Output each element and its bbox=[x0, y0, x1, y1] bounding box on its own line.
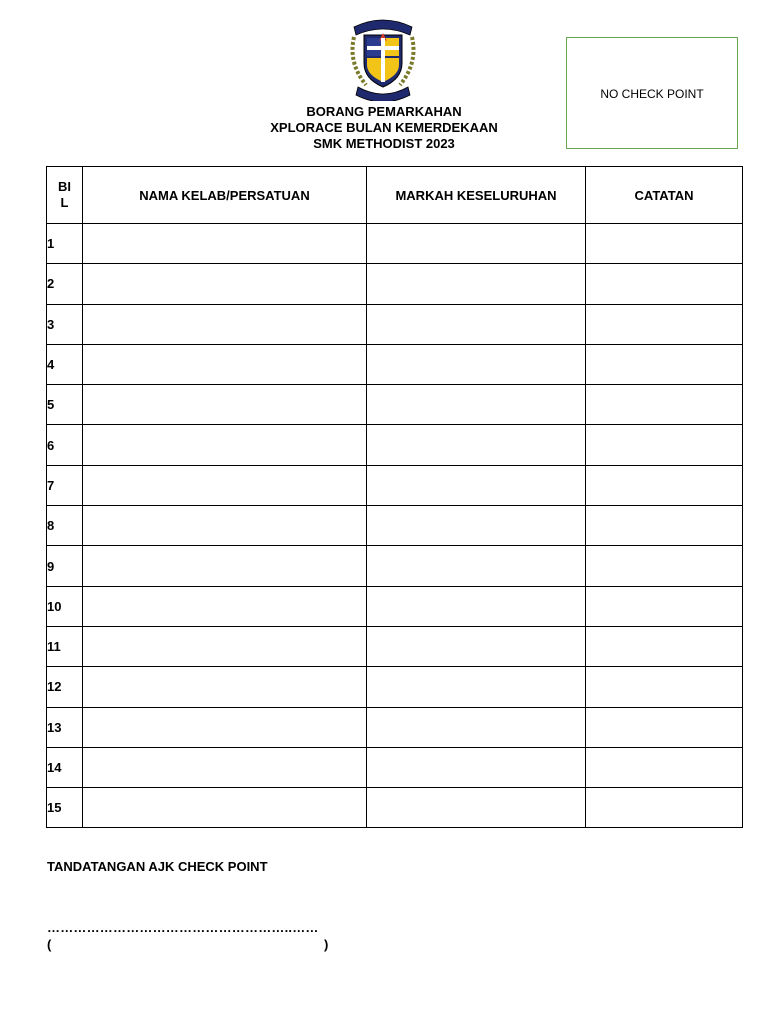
school-crest-logo bbox=[348, 15, 418, 101]
row-number: 9 bbox=[47, 546, 83, 586]
score-table bbox=[46, 166, 743, 828]
markah-cell[interactable] bbox=[367, 465, 586, 505]
table-row bbox=[47, 425, 743, 465]
header-bil bbox=[47, 167, 83, 224]
table-row bbox=[47, 707, 743, 747]
row-number: 4 bbox=[47, 344, 83, 384]
table-row bbox=[47, 385, 743, 425]
table-row bbox=[47, 304, 743, 344]
catatan-cell[interactable] bbox=[586, 586, 743, 626]
nama-cell[interactable] bbox=[83, 626, 367, 666]
table-header-row bbox=[47, 167, 743, 224]
name-open-paren: ( bbox=[47, 937, 52, 952]
row-number: 8 bbox=[47, 506, 83, 546]
markah-cell[interactable] bbox=[367, 747, 586, 787]
row-number: 15 bbox=[47, 788, 83, 828]
table-row bbox=[47, 546, 743, 586]
header-markah: MARKAH KESELURUHAN bbox=[367, 167, 586, 224]
table-row bbox=[47, 667, 743, 707]
markah-cell[interactable] bbox=[367, 707, 586, 747]
markah-cell[interactable] bbox=[367, 385, 586, 425]
markah-cell[interactable] bbox=[367, 788, 586, 828]
title-line-3: SMK METHODIST 2023 bbox=[313, 136, 455, 151]
header-catatan: CATATAN bbox=[586, 167, 743, 224]
nama-cell[interactable] bbox=[83, 224, 367, 264]
nama-cell[interactable] bbox=[83, 546, 367, 586]
catatan-cell[interactable] bbox=[586, 506, 743, 546]
nama-cell[interactable] bbox=[83, 304, 367, 344]
table-row bbox=[47, 506, 743, 546]
table-row bbox=[47, 224, 743, 264]
markah-cell[interactable] bbox=[367, 586, 586, 626]
title-line-1: BORANG PEMARKAHAN bbox=[306, 104, 462, 119]
row-number: 10 bbox=[47, 586, 83, 626]
markah-cell[interactable] bbox=[367, 667, 586, 707]
table-row bbox=[47, 747, 743, 787]
checkpoint-label: NO CHECK POINT bbox=[600, 87, 704, 101]
document-title-block bbox=[234, 104, 534, 152]
markah-cell[interactable] bbox=[367, 506, 586, 546]
catatan-cell[interactable] bbox=[586, 304, 743, 344]
row-number: 6 bbox=[47, 425, 83, 465]
table-row bbox=[47, 465, 743, 505]
row-number: 1 bbox=[47, 224, 83, 264]
title-line-2: XPLORACE BULAN KEMERDEKAAN bbox=[270, 120, 498, 135]
nama-cell[interactable] bbox=[83, 344, 367, 384]
header-bil-line-2: L bbox=[60, 195, 69, 210]
markah-cell[interactable] bbox=[367, 344, 586, 384]
catatan-cell[interactable] bbox=[586, 385, 743, 425]
catatan-cell[interactable] bbox=[586, 425, 743, 465]
nama-cell[interactable] bbox=[83, 788, 367, 828]
catatan-cell[interactable] bbox=[586, 788, 743, 828]
markah-cell[interactable] bbox=[367, 546, 586, 586]
catatan-cell[interactable] bbox=[586, 707, 743, 747]
row-number: 14 bbox=[47, 747, 83, 787]
catatan-cell[interactable] bbox=[586, 264, 743, 304]
nama-cell[interactable] bbox=[83, 465, 367, 505]
catatan-cell[interactable] bbox=[586, 344, 743, 384]
table-row bbox=[47, 264, 743, 304]
row-number: 13 bbox=[47, 707, 83, 747]
nama-cell[interactable] bbox=[83, 747, 367, 787]
table-row bbox=[47, 344, 743, 384]
name-close-paren: ) bbox=[324, 937, 329, 952]
nama-cell[interactable] bbox=[83, 667, 367, 707]
signature-label: TANDATANGAN AJK CHECK POINT bbox=[47, 859, 268, 874]
catatan-cell[interactable] bbox=[586, 626, 743, 666]
markah-cell[interactable] bbox=[367, 425, 586, 465]
catatan-cell[interactable] bbox=[586, 747, 743, 787]
catatan-cell[interactable] bbox=[586, 546, 743, 586]
nama-cell[interactable] bbox=[83, 425, 367, 465]
nama-cell[interactable] bbox=[83, 506, 367, 546]
catatan-cell[interactable] bbox=[586, 465, 743, 505]
markah-cell[interactable] bbox=[367, 224, 586, 264]
catatan-cell[interactable] bbox=[586, 224, 743, 264]
nama-cell[interactable] bbox=[83, 586, 367, 626]
row-number: 3 bbox=[47, 304, 83, 344]
row-number: 5 bbox=[47, 385, 83, 425]
checkpoint-number-box bbox=[566, 37, 738, 149]
table-row bbox=[47, 626, 743, 666]
row-number: 7 bbox=[47, 465, 83, 505]
signature-line[interactable]: ………………………………………………..…… bbox=[47, 920, 319, 935]
markah-cell[interactable] bbox=[367, 304, 586, 344]
table-row bbox=[47, 586, 743, 626]
table-row bbox=[47, 788, 743, 828]
markah-cell[interactable] bbox=[367, 626, 586, 666]
row-number: 12 bbox=[47, 667, 83, 707]
catatan-cell[interactable] bbox=[586, 667, 743, 707]
row-number: 2 bbox=[47, 264, 83, 304]
header-bil-line-1: BI bbox=[58, 179, 71, 194]
nama-cell[interactable] bbox=[83, 385, 367, 425]
markah-cell[interactable] bbox=[367, 264, 586, 304]
row-number: 11 bbox=[47, 626, 83, 666]
nama-cell[interactable] bbox=[83, 707, 367, 747]
nama-cell[interactable] bbox=[83, 264, 367, 304]
header-nama-kelab: NAMA KELAB/PERSATUAN bbox=[83, 167, 367, 224]
